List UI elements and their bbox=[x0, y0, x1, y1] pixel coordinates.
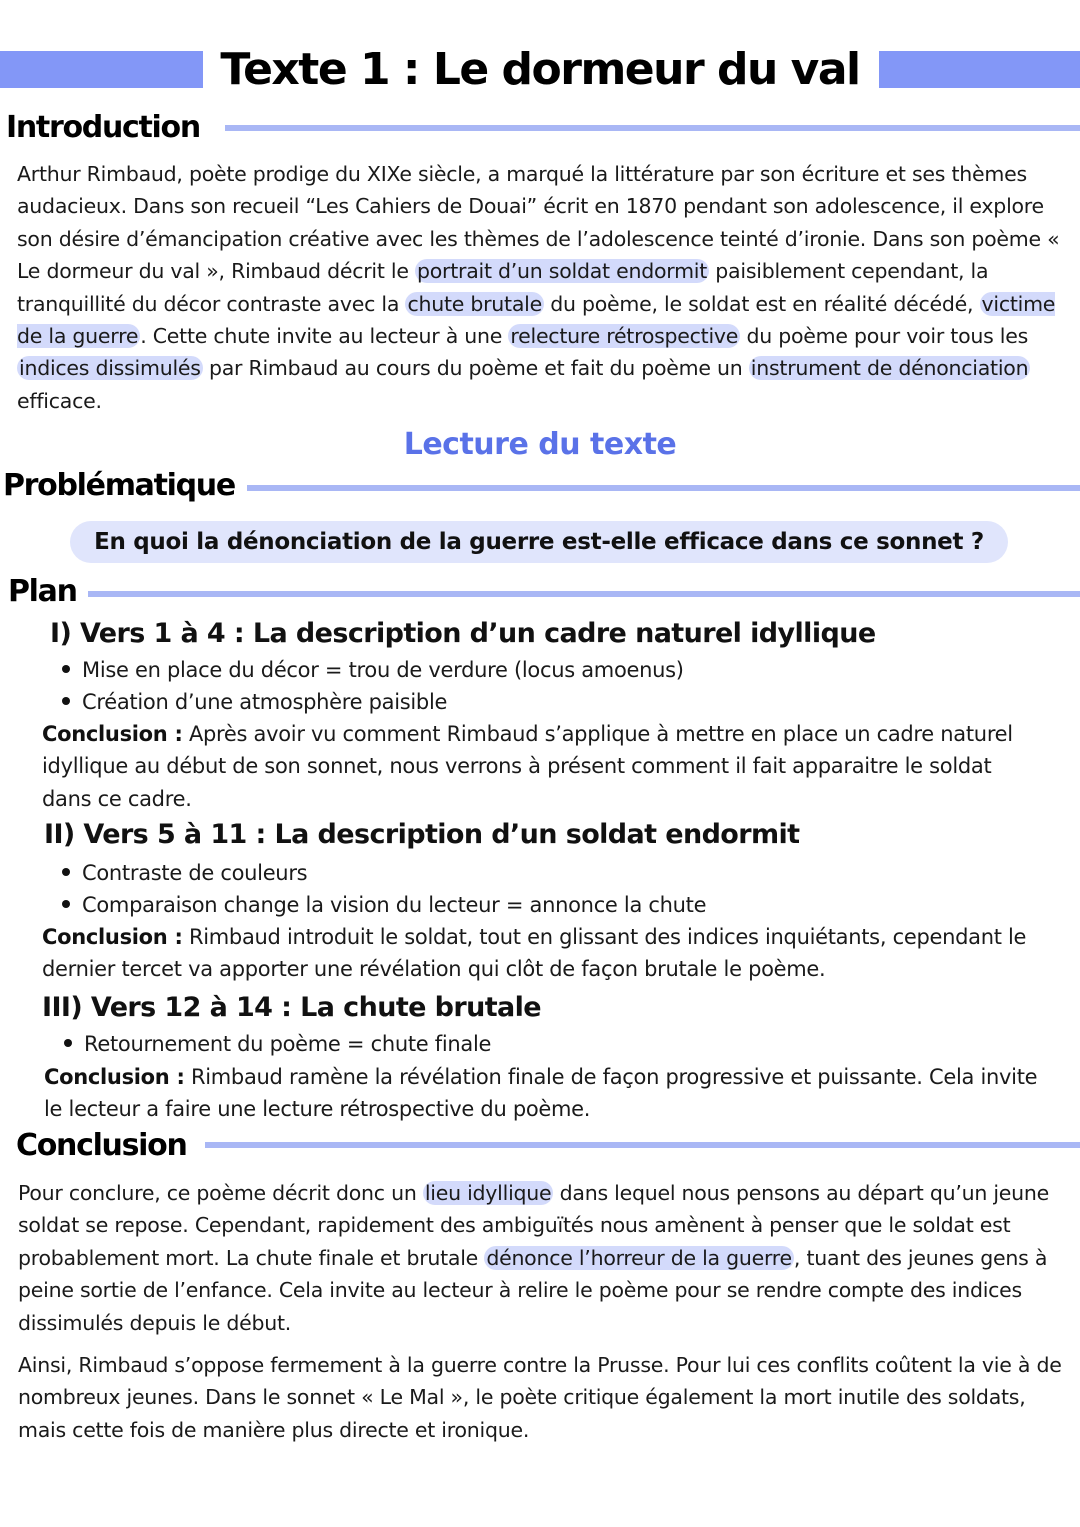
section-heading-plan: Plan bbox=[8, 574, 77, 609]
conclusion-paragraph-2: Ainsi, Rimbaud s’oppose fermement à la guerre contre la Prusse. Pour lui ces conflits coûtent la vie à de nombreux jeunes. Dans le sonnet « Le Mal », le poète critique également la mort inutile des soldats, mais cette fois de manière plus directe et ironique. bbox=[18, 1353, 1062, 1442]
section-divider-problematique bbox=[247, 485, 1080, 491]
introduction-paragraph bbox=[17, 158, 1067, 417]
plan-part-2-conclusion: Conclusion : Rimbaud introduit le soldat, tout en glissant des indices inquiétants, cependant le dernier tercet va apporter une révélation qui clôt de façon brutale le poème. bbox=[42, 925, 1027, 982]
text-segment: . Cette chute invite au lecteur à une bbox=[140, 324, 509, 349]
plan-part-2-bullet: Contraste de couleurs bbox=[62, 857, 307, 889]
plan-part-3-bullet: Retournement du poème = chute finale bbox=[64, 1028, 491, 1060]
highlighted-phrase: lieu idyllique bbox=[424, 1181, 552, 1205]
plan-part-1-bullet: Mise en place du décor = trou de verdure (locus amoenus) bbox=[62, 654, 684, 686]
problematique-question: En quoi la dénonciation de la guerre est-elle efficace dans ce sonnet ? bbox=[70, 521, 1008, 563]
section-heading-problematique: Problématique bbox=[3, 468, 235, 503]
bullet-icon bbox=[62, 665, 70, 673]
plan-part-1-conclusion: Conclusion : Après avoir vu comment Rimbaud s’applique à mettre en place un cadre naturel idyllique au début de son sonnet, nous verrons à présent comment il fait apparaitre le soldat dans ce cadre. bbox=[42, 722, 1013, 811]
bullet-icon bbox=[62, 868, 70, 876]
highlighted-phrase: dénonce l’horreur de la guerre bbox=[486, 1245, 792, 1270]
text-segment: dans lequel nous pensons au départ qu’un jeune soldat se repose. Cependant, rapidement des ambiguïtés nous amènent à penser que le soldat est probablement mort. La chute finale et brutale bbox=[18, 1181, 1049, 1270]
text-segment: efficace. bbox=[17, 388, 102, 413]
title-accent-bar-left bbox=[0, 51, 203, 88]
text-segment: par Rimbaud au cours du poème et fait du poème un bbox=[202, 356, 749, 381]
plan-part-2-title: II) Vers 5 à 11 : La description d’un soldat endormit bbox=[44, 819, 800, 850]
text-segment: paisiblement cependant, la tranquillité du décor contraste avec la bbox=[17, 259, 989, 316]
page-title: Texte 1 : Le dormeur du val bbox=[220, 44, 860, 95]
highlighted-phrase: victime de la guerre bbox=[17, 291, 1056, 349]
text-segment: du poème pour voir tous les bbox=[740, 324, 1029, 349]
text-segment: Arthur Rimbaud, poète prodige du XIXe siècle, a marqué la littérature par son écriture et ses thèmes audacieux. Dans son recueil “Les Cahiers de Douai” écrit en 1870 pendant son adolescence, il explore son désire d’émancipation créative avec les thèmes de l’adolescence teinté d’ironie. Dans son poème « Le dormeur du val », Rimbaud décrit le bbox=[17, 162, 1060, 284]
bullet-icon bbox=[62, 697, 70, 705]
bullet-icon bbox=[62, 900, 70, 908]
section-heading-introduction: Introduction bbox=[6, 110, 200, 145]
text-segment: , tuant des jeunes gens à peine sortie de l’enfance. Cela invite au lecteur à relire le poème pour se rendre compte des indices dissimulés depuis le début. bbox=[18, 1245, 1048, 1335]
section-heading-conclusion: Conclusion bbox=[16, 1128, 187, 1163]
plan-part-3-conclusion: Conclusion : Rimbaud ramène la révélation finale de façon progressive et puissante. Cela invite le lecteur a faire une lecture rétrospective du poème. bbox=[44, 1065, 1038, 1122]
bullet-icon bbox=[64, 1039, 72, 1047]
section-divider-conclusion bbox=[205, 1142, 1080, 1148]
reading-label: Lecture du texte bbox=[403, 427, 677, 462]
section-divider-introduction bbox=[225, 125, 1080, 131]
title-accent-bar-right bbox=[879, 51, 1080, 88]
section-divider-plan bbox=[88, 591, 1080, 597]
plan-part-3-title: III) Vers 12 à 14 : La chute brutale bbox=[42, 992, 542, 1023]
plan-part-1-title: I) Vers 1 à 4 : La description d’un cadre naturel idyllique bbox=[50, 618, 876, 649]
text-segment: du poème, le soldat est en réalité décédé, bbox=[543, 291, 980, 316]
plan-part-1-bullet: Création d’une atmosphère paisible bbox=[62, 686, 447, 718]
plan-part-2-bullet: Comparaison change la vision du lecteur = annonce la chute bbox=[62, 889, 706, 921]
conclusion-paragraph-1 bbox=[18, 1177, 1068, 1339]
highlighted-phrase: relecture rétrospective bbox=[510, 324, 739, 349]
highlighted-phrase: portrait d’un soldat endormit bbox=[417, 259, 708, 284]
highlighted-phrase: instrument de dénonciation bbox=[750, 356, 1029, 381]
highlighted-phrase: chute brutale bbox=[407, 291, 542, 316]
highlighted-phrase: indices dissimulés bbox=[19, 356, 201, 381]
text-segment: Pour conclure, ce poème décrit donc un bbox=[18, 1181, 423, 1205]
